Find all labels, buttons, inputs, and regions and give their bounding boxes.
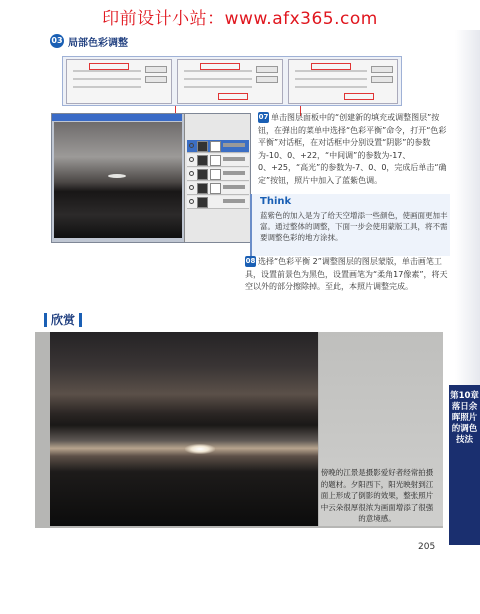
chapter-side-tab (449, 385, 480, 545)
page-number: 205 (418, 542, 436, 552)
section-title: 局部色彩调整 (68, 37, 128, 49)
sunset-river-photo (50, 332, 318, 526)
photoshop-screenshot (51, 113, 251, 243)
enjoy-heading: 欣赏 (44, 313, 82, 327)
step-text: 单击图层面板中的“创建新的填充或调整图层”按钮，在弹出的菜单中选择“色彩平衡”命令，打开“色彩平衡”对话框，在对话框中分别设置“阴影”的参数为-10、0、+22，“中间调”的参数为-17、0、+25，“高光”的参数为-7、0、0，完成后单击“确定”按钮，照片中加入了蓝紫色调。 (258, 113, 447, 185)
layer-row (187, 196, 249, 209)
layer-row (187, 140, 249, 153)
step-number: 08 (245, 257, 256, 265)
section-badge: 03 (50, 34, 64, 48)
step-07 (258, 112, 450, 187)
dialog-midtones (177, 59, 283, 104)
think-box (250, 194, 450, 256)
dialog-shadows (66, 59, 172, 104)
setting-sun (185, 444, 215, 454)
layer-row (187, 168, 249, 181)
step-08 (245, 256, 450, 294)
step-text: 选择“色彩平衡 2”调整图层的图层蒙版，单击画笔工具，设置前景色为黑色，设置画笔为“柔角17像素”，将天空以外的部分擦除掉。至此，本照片调整完成。 (245, 257, 448, 291)
watermark: 印前设计小站：www.afx365.com (102, 9, 378, 29)
document-titlebar (52, 114, 182, 121)
think-text: 蓝紫色的加入是为了给天空增添一些颜色，使画面更加丰富。通过整体的调整，下面一步会使用蒙版工具，将不需要调整色彩的地方涂抹。 (260, 211, 448, 242)
layer-row (187, 154, 249, 167)
step-number: 07 (258, 113, 269, 121)
sun-reflection (108, 174, 126, 178)
think-title: Think (260, 196, 292, 207)
chapter-label: 第10章 落日余晖照片的调色技法 (450, 391, 479, 445)
color-balance-dialogs-screenshot (62, 56, 402, 106)
section-header (50, 34, 128, 48)
page-edge-shadow (455, 30, 480, 385)
photo-caption: 傍晚的江景是摄影爱好者经常拍摄的题材。夕阳西下，阳光映射到江面上形成了倒影的效果，整张照片中云朵很厚很浓为画面增添了很强的意境感。 (320, 468, 434, 523)
dialog-highlights (288, 59, 398, 104)
document-canvas (54, 122, 182, 238)
layers-panel (184, 114, 250, 242)
layer-row (187, 182, 249, 195)
